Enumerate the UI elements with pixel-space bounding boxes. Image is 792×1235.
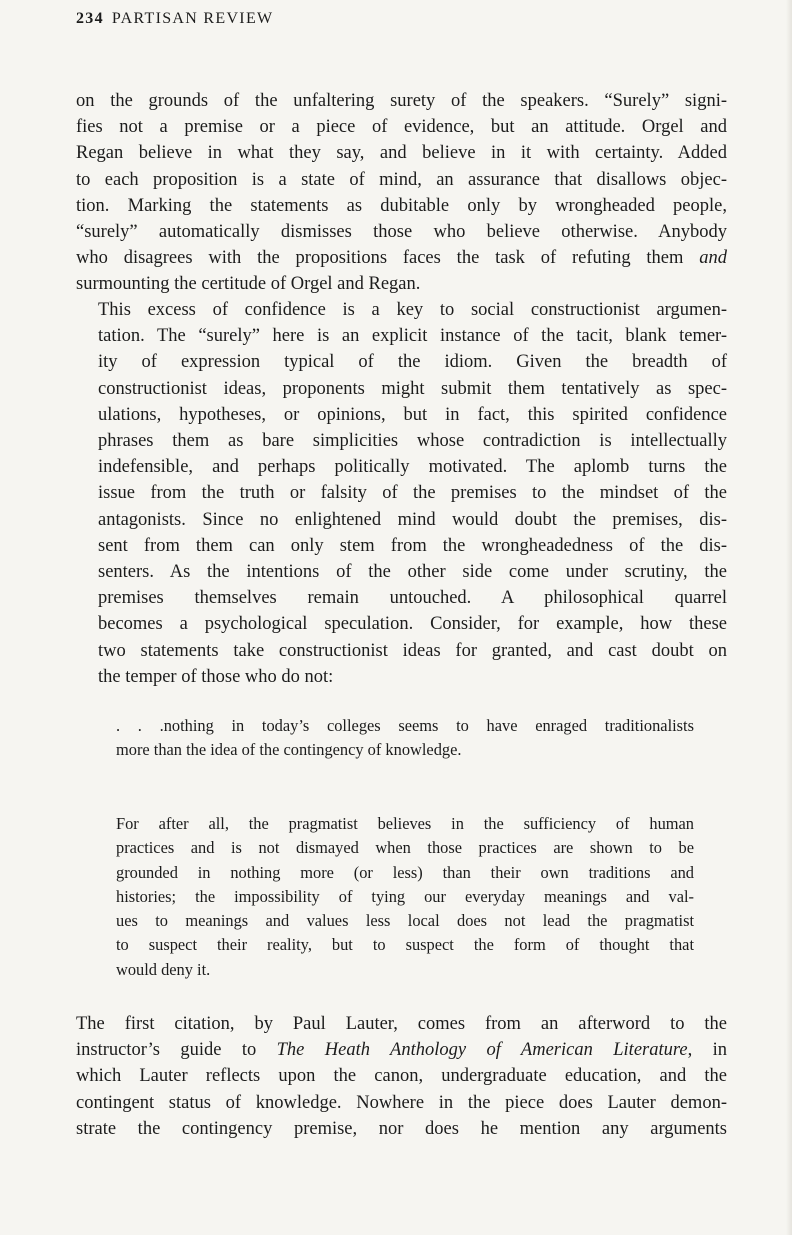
paragraph-1 <box>76 88 727 298</box>
text-line: contingent status of knowledge. Nowhere in the piece does Lauter demon- <box>76 1092 727 1113</box>
emphasis-word: and <box>699 248 727 269</box>
text-line: indefensible, and perhaps politically motivated. The aplomb turns the <box>98 457 727 478</box>
text-line: phrases them as bare simplicities whose contradiction is intellectually <box>98 431 727 452</box>
book-title: The Heath Anthology of American Literature <box>276 1040 688 1061</box>
text-line <box>76 245 727 271</box>
journal-title: PARTISAN REVIEW <box>111 10 274 27</box>
block-quote-1 <box>116 714 694 763</box>
text-line: issue from the truth or falsity of the premises to the mindset of the <box>98 483 727 504</box>
page-number: 234 <box>76 10 104 27</box>
text-line: becomes a psychological speculation. Consider, for example, how these <box>98 614 727 635</box>
paragraph-3 <box>76 1011 727 1142</box>
paragraph-2 <box>76 297 727 690</box>
quote-line: grounded in nothing more (or less) than their own traditions and <box>116 862 694 882</box>
text-line: The first citation, by Paul Lauter, comes from an afterword to the <box>76 1014 727 1034</box>
text-fragment: in <box>712 1040 728 1061</box>
text-line: surmounting the certitude of Orgel and Regan. <box>76 274 421 295</box>
text-line: tation. The “surely” here is an explicit instance of the tacit, blank temer- <box>98 326 727 347</box>
text-line: on the grounds of the unfaltering surety of the speakers. “Surely” signi- <box>76 91 727 111</box>
text-line: which Lauter reflects upon the canon, undergraduate education, and the <box>76 1066 727 1087</box>
quote-line: practices and is not dismayed when those practices are shown to be <box>116 838 694 858</box>
text-line: ity of expression typical of the idiom. Given the breadth of <box>98 352 727 373</box>
text-line: premises themselves remain untouched. A philosophical quarrel <box>98 588 727 609</box>
text-line: instructor’s guide to The Heath Anthology of American Literature, in <box>76 1040 728 1061</box>
quote-line: histories; the impossibility of tying our everyday meanings and val- <box>116 886 694 906</box>
quote-line: ues to meanings and values less local does not lead the pragmatist <box>116 911 694 931</box>
text-fragment: who disagrees with the propositions faces the task of refuting them <box>76 248 684 269</box>
text-line: to each proposition is a state of mind, an assurance that disallows objec- <box>76 169 727 190</box>
text-line: “surely” automatically dismisses those who believe otherwise. Anybody <box>76 222 727 243</box>
text-line: Regan believe in what they say, and believe in it with certainty. Added <box>76 143 727 164</box>
quote-line: more than the idea of the contingency of knowledge. <box>116 740 462 760</box>
quote-line: For after all, the pragmatist believes in the sufficiency of human <box>116 814 694 833</box>
text-line: constructionist ideas, proponents might submit them tentatively as spec- <box>98 378 727 399</box>
quote-line: . . .nothing in today’s colleges seems to have enraged traditionalists <box>116 716 694 735</box>
text-line: strate the contingency premise, nor does he mention any arguments <box>76 1118 727 1139</box>
text-line: the temper of those who do not: <box>98 666 334 687</box>
running-head <box>76 10 273 28</box>
text-line: This excess of confidence is a key to social constructionist argumen- <box>98 300 727 320</box>
text-line: tion. Marking the statements as dubitable only by wrongheaded people, <box>76 195 727 216</box>
text-line: two statements take constructionist ideas for granted, and cast doubt on <box>98 640 727 661</box>
text-line: sent from them can only stem from the wrongheadedness of the dis- <box>98 535 727 556</box>
text-line: ulations, hypotheses, or opinions, but in fact, this spirited confidence <box>98 404 727 425</box>
text-line: senters. As the intentions of the other side come under scrutiny, the <box>98 562 727 583</box>
text-line: antagonists. Since no enlightened mind would doubt the premises, dis- <box>98 509 727 530</box>
text-fragment: instructor’s guide to <box>76 1040 257 1061</box>
block-quote-2 <box>116 812 694 982</box>
text-line: fies not a premise or a piece of evidence, but an attitude. Orgel and <box>76 117 727 138</box>
page-edge <box>786 0 792 1235</box>
quote-line: to suspect their reality, but to suspect the form of thought that <box>116 935 694 955</box>
quote-line: would deny it. <box>116 959 211 979</box>
